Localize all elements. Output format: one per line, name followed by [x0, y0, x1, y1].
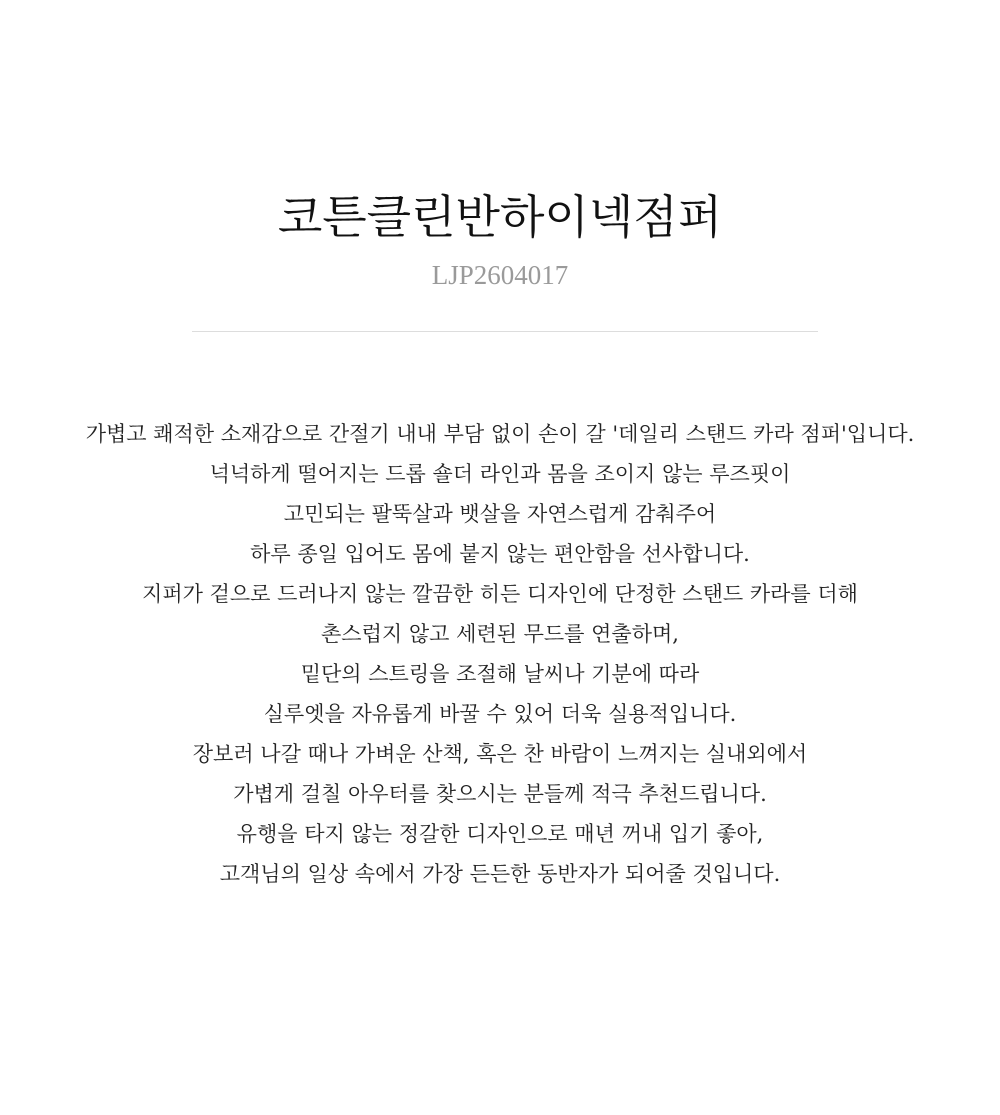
description-line: 가볍고 쾌적한 소재감으로 간절기 내내 부담 없이 손이 갈 '데일리 스탠드 카라 점퍼'입니다.	[85, 422, 915, 446]
description-line: 촌스럽지 않고 세련된 무드를 연출하며,	[321, 622, 679, 646]
description-line: 지퍼가 겉으로 드러나지 않는 깔끔한 히든 디자인에 단정한 스탠드 카라를 더해	[142, 582, 858, 606]
divider	[192, 331, 818, 332]
description-line: 하루 종일 입어도 몸에 붙지 않는 편안함을 선사합니다.	[250, 542, 750, 566]
product-title: 코튼클린반하이넥점퍼	[277, 190, 723, 244]
description-line: 넉넉하게 떨어지는 드롭 숄더 라인과 몸을 조이지 않는 루즈핏이	[209, 462, 791, 486]
description-line: 유행을 타지 않는 정갈한 디자인으로 매년 꺼내 입기 좋아,	[236, 822, 764, 846]
description-line: 가볍게 걸칠 아우터를 찾으시는 분들께 적극 추천드립니다.	[233, 782, 767, 806]
description-line: 밑단의 스트링을 조절해 날씨나 기분에 따라	[300, 662, 700, 686]
product-code: LJP2604017	[431, 260, 569, 290]
description-line: 고객님의 일상 속에서 가장 든든한 동반자가 되어줄 것입니다.	[219, 862, 781, 886]
description-line: 실루엣을 자유롭게 바꿀 수 있어 더욱 실용적입니다.	[263, 702, 737, 726]
description-line: 장보러 나갈 때나 가벼운 산책, 혹은 찬 바람이 느껴지는 실내외에서	[192, 742, 808, 766]
product-description	[0, 414, 1000, 894]
description-line: 고민되는 팔뚝살과 뱃살을 자연스럽게 감춰주어	[283, 502, 717, 526]
